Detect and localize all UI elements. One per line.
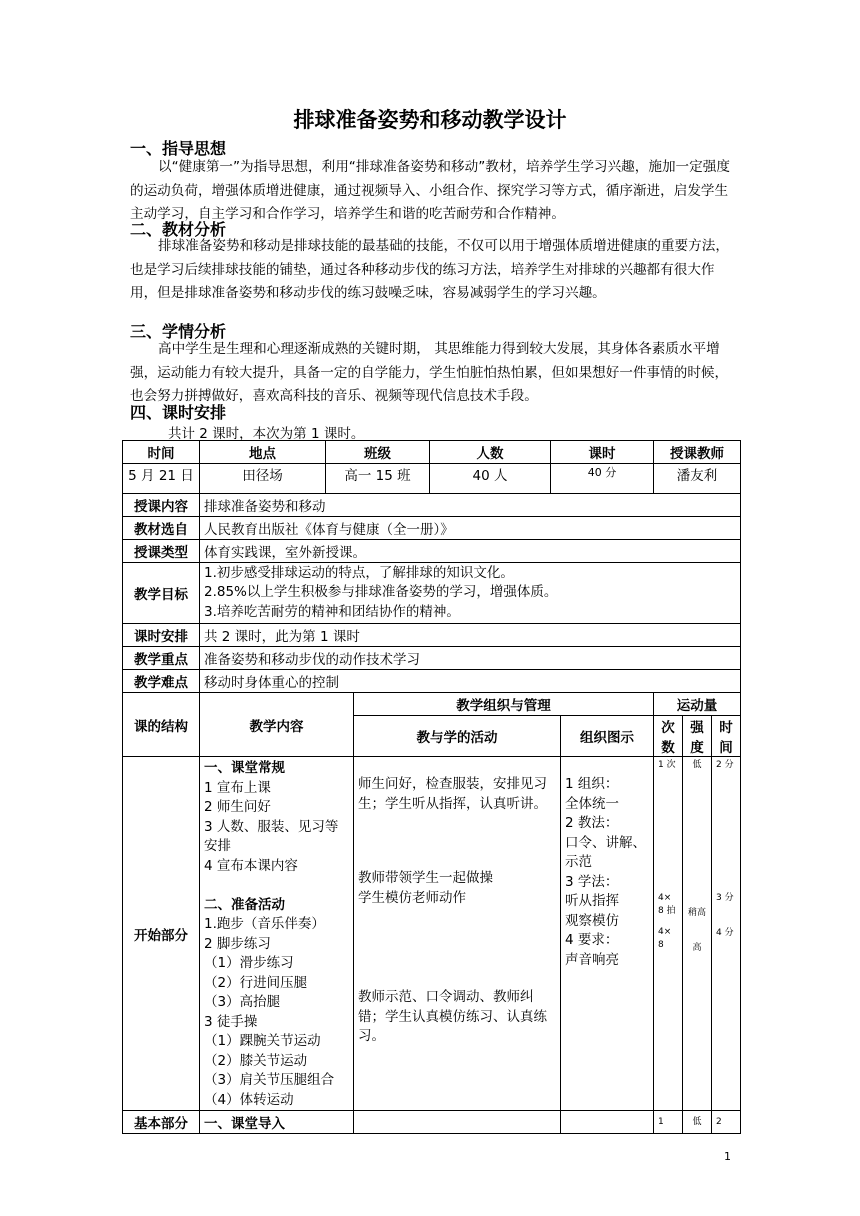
label-schedule: 课时安排 bbox=[123, 624, 200, 647]
header-times: 次数 bbox=[654, 716, 683, 757]
content-line: 二、准备活动 bbox=[204, 896, 285, 913]
content-line: （1）踝腕关节运动 bbox=[204, 1033, 321, 1049]
start-intensity bbox=[683, 757, 712, 1111]
basic-section-row bbox=[123, 1111, 741, 1134]
activity-text: 师生问好，检查服装，安排见习生；学生听从指挥，认真听讲。 bbox=[358, 776, 547, 812]
label-difficulty: 教学难点 bbox=[123, 670, 200, 693]
header-load-duration: 时间 bbox=[712, 716, 741, 757]
label-goals: 教学目标 bbox=[123, 563, 200, 624]
content-line: （1）滑步练习 bbox=[204, 955, 294, 971]
times-value: 4× 8 拍 bbox=[658, 893, 676, 916]
intensity-value: 高 bbox=[692, 943, 702, 953]
page-number: 1 bbox=[724, 1150, 731, 1163]
info-header-row bbox=[123, 441, 741, 464]
duration-value: 3 分 bbox=[716, 893, 734, 903]
info-value-row bbox=[123, 464, 741, 494]
value-duration: 40 分 bbox=[551, 464, 654, 494]
section-text-4: 共计 2 课时，本次为第 1 课时。 bbox=[168, 426, 365, 442]
activity-text: 教师示范、口令调动、教师纠错；学生认真模仿练习、认真练习。 bbox=[358, 989, 547, 1044]
start-duration bbox=[712, 757, 741, 1111]
times-value: 1 次 bbox=[658, 760, 676, 770]
header-teacher: 授课教师 bbox=[654, 441, 741, 464]
section-heading-3: 三、学情分析 bbox=[130, 322, 227, 341]
value-type: 体育实践课，室外新授课。 bbox=[200, 540, 741, 563]
label-start: 开始部分 bbox=[123, 757, 200, 1111]
diagram-line: 4 要求： bbox=[565, 932, 619, 948]
goal-item: 1.初步感受排球运动的特点，了解排球的知识文化。 bbox=[204, 564, 514, 581]
row-key bbox=[123, 647, 741, 670]
lesson-plan-table bbox=[122, 440, 741, 1134]
value-key: 准备姿势和移动步伐的动作技术学习 bbox=[200, 647, 741, 670]
label-type: 授课类型 bbox=[123, 540, 200, 563]
basic-diagram bbox=[561, 1111, 654, 1134]
value-difficulty: 移动时身体重心的控制 bbox=[200, 670, 741, 693]
row-textbook bbox=[123, 517, 741, 540]
row-content bbox=[123, 494, 741, 517]
spacer bbox=[687, 920, 707, 942]
value-place: 田径场 bbox=[200, 464, 326, 494]
header-diagram: 组织图示 bbox=[561, 716, 654, 757]
header-place: 地点 bbox=[200, 441, 326, 464]
basic-activity bbox=[354, 1111, 561, 1134]
row-difficulty bbox=[123, 670, 741, 693]
diagram-line: 全体统一 bbox=[565, 795, 619, 812]
activity-text: 教师带领学生一起做操 bbox=[358, 870, 493, 886]
value-textbook: 人民教育出版社《体育与健康（全一册）》 bbox=[200, 517, 741, 540]
section-text-1: 以“健康第一”为指导思想，利用“排球准备姿势和移动”教材，培养学生学习兴趣，施加一定强度的运动负荷，增强体质增进健康，通过视频导入、小组合作、探究学习等方式，循序渐进，启发学生主动学习，自主学习和合作学习，培养学生和谐的吃苦耐劳和合作精神。 bbox=[130, 159, 730, 222]
header-organization: 教学组织与管理 bbox=[354, 693, 654, 716]
diagram-line: 2 教法： bbox=[565, 815, 619, 831]
value-teacher: 潘友利 bbox=[654, 464, 741, 494]
structure-header-row bbox=[123, 693, 741, 716]
content-line bbox=[204, 876, 349, 896]
activity-text: 学生模仿老师动作 bbox=[358, 889, 466, 906]
row-type bbox=[123, 540, 741, 563]
spacer bbox=[716, 772, 736, 892]
header-class: 班级 bbox=[326, 441, 430, 464]
content-line: （2）膝关节运动 bbox=[204, 1052, 308, 1069]
goal-item: 2.85%以上学生积极参与排球准备姿势的学习，增强体质。 bbox=[204, 584, 558, 601]
spacer bbox=[358, 908, 556, 988]
spacer bbox=[716, 905, 736, 927]
section-text-3: 高中学生是生理和心理逐渐成熟的关键时期， 其思维能力得到较大发展，其身体各素质水平增强，运动能力有较大提升，具备一定的自学能力，学生怕脏怕热怕累，但如果想好一件事情的时候，也会努力拼搏做好，喜欢高科技的音乐、视频等现代信息技术手段。 bbox=[130, 341, 729, 404]
value-goals bbox=[200, 563, 741, 624]
diagram-line: 观察模仿 bbox=[565, 912, 619, 929]
value-time: 5 月 21 日 bbox=[123, 464, 200, 494]
basic-content: 一、课堂导入 bbox=[200, 1111, 354, 1134]
value-schedule: 共 2 课时，此为第 1 课时 bbox=[200, 624, 741, 647]
header-activity: 教与学的活动 bbox=[354, 716, 561, 757]
label-content: 授课内容 bbox=[123, 494, 200, 517]
header-count: 人数 bbox=[430, 441, 551, 464]
basic-intensity: 低 bbox=[683, 1111, 712, 1134]
spacer bbox=[658, 918, 678, 926]
times-value: 4× 8 bbox=[658, 927, 672, 950]
content-line: （2）行进间压腿 bbox=[204, 974, 308, 991]
diagram-line: 1 组织： bbox=[565, 776, 619, 792]
value-count: 40 人 bbox=[430, 464, 551, 494]
value-content: 排球准备姿势和移动 bbox=[200, 494, 741, 517]
duration-value: 2 分 bbox=[716, 760, 734, 770]
document-title: 排球准备姿势和移动教学设计 bbox=[293, 108, 567, 132]
content-line: 2 脚步练习 bbox=[204, 935, 271, 952]
duration-value: 4 分 bbox=[716, 928, 734, 938]
content-line: 1.跑步（音乐伴奏） bbox=[204, 916, 325, 932]
header-time: 时间 bbox=[123, 441, 200, 464]
diagram-line: 听从指挥 bbox=[565, 893, 619, 909]
spacer bbox=[658, 772, 678, 892]
intensity-value: 稍高 bbox=[687, 908, 706, 918]
row-schedule bbox=[123, 624, 741, 647]
start-section-row bbox=[123, 757, 741, 1111]
header-duration: 课时 bbox=[551, 441, 654, 464]
basic-times: 1 bbox=[654, 1111, 683, 1134]
section-heading-4: 四、课时安排 bbox=[130, 403, 227, 422]
start-activity bbox=[354, 757, 561, 1111]
basic-duration: 2 bbox=[712, 1111, 741, 1134]
spacer bbox=[358, 814, 556, 869]
label-textbook: 教材选自 bbox=[123, 517, 200, 540]
label-basic: 基本部分 bbox=[123, 1111, 200, 1134]
content-line: 4 宣布本课内容 bbox=[204, 857, 298, 874]
content-line: 一、课堂常规 bbox=[204, 760, 285, 776]
content-line: 3 人数、服装、见习等安排 bbox=[204, 818, 339, 854]
diagram-line: 3 学法： bbox=[565, 873, 619, 890]
start-times bbox=[654, 757, 683, 1111]
section-text-2: 排球准备姿势和移动是排球技能的最基础的技能，不仅可以用于增强体质增进健康的重要方法，也是学习后续排球技能的铺垫，通过各种移动步伐的练习方法，培养学生对排球的兴趣都有很大作用，但是排球准备姿势和移动步伐的练习鼓噪乏味，容易减弱学生的学习兴趣。 bbox=[130, 238, 729, 301]
content-line: 2 师生问好 bbox=[204, 799, 271, 815]
start-diagram bbox=[561, 757, 654, 1111]
goal-item: 3.培养吃苦耐劳的精神和团结协作的精神。 bbox=[204, 603, 460, 620]
row-goals bbox=[123, 563, 741, 624]
label-key: 教学重点 bbox=[123, 647, 200, 670]
diagram-line: 声音响亮 bbox=[565, 951, 619, 968]
content-line: 1 宣布上课 bbox=[204, 779, 271, 796]
value-class: 高一 15 班 bbox=[326, 464, 430, 494]
header-structure: 课的结构 bbox=[123, 693, 200, 757]
header-intensity: 强度 bbox=[683, 716, 712, 757]
section-heading-2: 二、教材分析 bbox=[130, 220, 227, 239]
content-line: （3）肩关节压腿组合（4）体转运动 bbox=[204, 1072, 335, 1108]
start-content bbox=[200, 757, 354, 1111]
diagram-line: 口令、讲解、示范 bbox=[565, 834, 646, 870]
spacer bbox=[687, 772, 707, 907]
section-heading-1: 一、指导思想 bbox=[130, 139, 227, 158]
content-line: （3）高抬腿 bbox=[204, 994, 281, 1010]
header-load: 运动量 bbox=[654, 693, 741, 716]
content-line: 3 徒手操 bbox=[204, 1013, 258, 1030]
intensity-value: 低 bbox=[692, 760, 702, 770]
header-teaching-content: 教学内容 bbox=[200, 693, 354, 757]
